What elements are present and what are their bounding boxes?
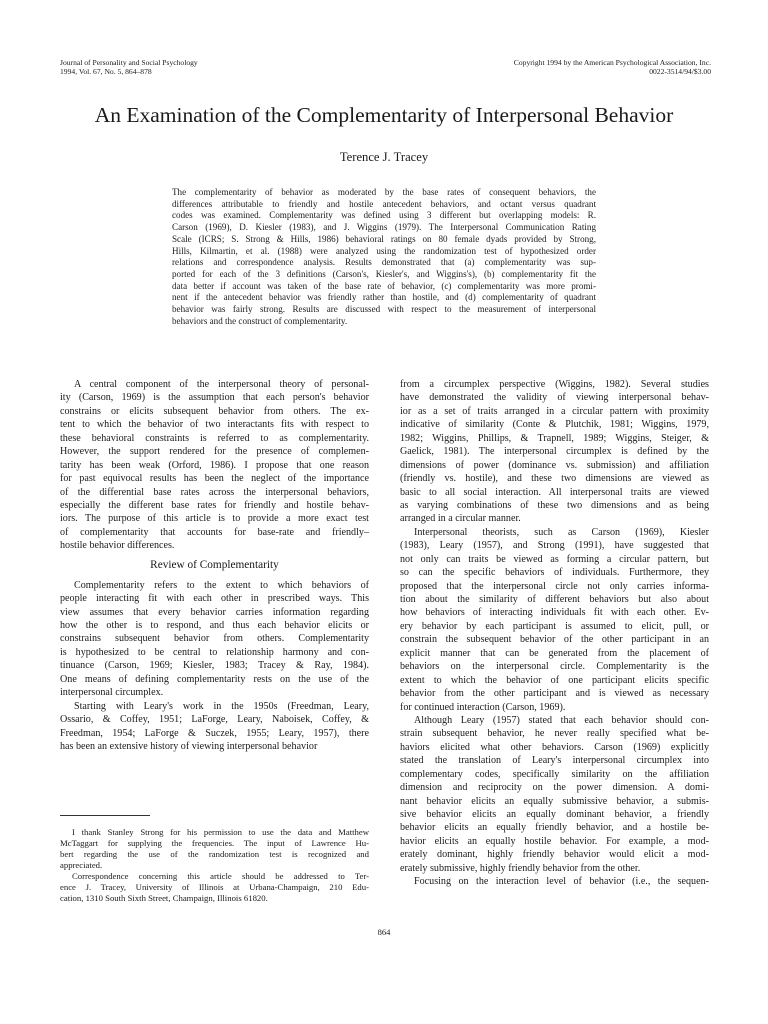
footnote-line: I thank Stanley Strong for his permission to use the data and Matthew: [72, 827, 369, 838]
body-line: how the other is to respond, and thus each behavior elicits or: [60, 620, 369, 631]
body-line: dimension and reciprocity on the power dimension. A domi-: [400, 782, 709, 794]
abstract-line: nent if the antecedent behavior was friendly rather than hostile, and (d) complementarity of quadrant: [172, 292, 596, 303]
body-line: of complementarity that accounts for base-rate and friendly–: [60, 526, 369, 538]
body-line: behavior from the other participant and is viewed as necessary: [400, 688, 709, 700]
footnote-line: ence J. Tracey, University of Illinois at Urbana-Champaign, 210 Edu-: [60, 882, 369, 893]
body-line: has been an extensive history of viewing interpersonal behavior: [60, 740, 318, 752]
body-line: tent to which the behavior of two interactants fits with respect to: [60, 419, 369, 431]
body-line: interpersonal circumplex.: [60, 687, 164, 699]
body-line: constrains or elicits subsequent behavior from others. The ex-: [60, 405, 369, 417]
body-line: Although Leary (1957) stated that each behavior should con-: [414, 714, 709, 726]
journal-citation: [60, 59, 198, 76]
body-line: arranged in a circular manner.: [400, 513, 521, 525]
body-line: people interacting fit with each other in prescribed ways. This: [60, 593, 369, 605]
journal-volume: 1994, Vol. 67, No. 5, 864–878: [60, 66, 152, 76]
body-line: basic to all social interaction. All interpersonal traits are viewed: [400, 486, 709, 498]
body-line: dimensions of power (dominance vs. submission) and affiliation: [400, 459, 709, 471]
body-line: iors. The purpose of this article is to provide a more exact test: [60, 513, 369, 525]
body-line: constrains subsequent behavior from others. Complementarity: [60, 633, 369, 645]
body-line: explicit manner that can be generated from the placement of: [400, 647, 709, 659]
copyright-notice: [514, 59, 711, 76]
abstract-line: behaviors and the construct of complementarity.: [172, 315, 348, 326]
body-line: tinuance (Carson, 1969; Kiesler, 1983; Tracey & Ray, 1984).: [60, 660, 369, 672]
body-line: as varying combinations of these two dimensions and as being: [400, 499, 709, 511]
abstract-line: ported for each of the 3 definitions (Carson's, Kiesler's, and Wiggins's), (b) complementarity fit the: [172, 268, 596, 279]
body-line: indicative of similarity (Conte & Plutchik, 1981; Wiggins, 1979,: [400, 419, 709, 431]
body-line: One means of defining complementarity rests on the use of the: [60, 673, 369, 685]
right-column: [400, 378, 709, 889]
abstract-line: The complementarity of behavior as moderated by the base rates of consequent behaviors, the: [172, 187, 596, 197]
body-line: from a circumplex perspective (Wiggins, 1982). Several studies: [400, 379, 709, 390]
footnote-line: McTaggart for supplying the frequencies. The input of Lawrence Hu-: [60, 838, 369, 849]
footnotes: [60, 827, 369, 904]
body-line: so can the specific behaviors of individuals. Furthermore, they: [400, 567, 709, 579]
footnote-line: appreciated.: [60, 860, 103, 871]
body-line: behaviors on the interpersonal circle. Complementarity is the: [400, 661, 709, 673]
body-line: Ossario, & Coffey, 1951; LaForge, Leary, Naboisek, Coffey, &: [60, 714, 369, 726]
body-line: However, the support rendered for the presence of complemen-: [60, 446, 369, 458]
abstract-line: differences attributable to friendly and hostile antecedent behaviors, and octant versus quadrant: [172, 198, 596, 209]
body-line: (friendly vs. hostile), and these two dimensions are viewed as: [400, 473, 709, 485]
body-line: not only can traits be viewed as forming a circular pattern, but: [400, 553, 709, 565]
body-line: Interpersonal theorists, such as Carson (1969), Kiesler: [414, 526, 709, 538]
abstract-line: behavior was fairly strong. Results are discussed with respect to the measurement of interpersonal: [172, 304, 596, 315]
body-line: sive behavior elicits an equally dominant behavior, a friendly: [400, 809, 709, 820]
body-line: erately submissive, highly friendly behavior from the other.: [400, 862, 641, 874]
body-line: constrain the subsequent behavior of the other participant in an: [400, 634, 709, 646]
footnote-line: cation, 1310 South Sixth Street, Champaign, Illinois 61820.: [60, 893, 268, 904]
body-line: A central component of the interpersonal theory of personal-: [74, 379, 369, 390]
body-line: of the differential base rates across the interpersonal behaviors,: [60, 486, 369, 498]
body-line: tion about the similarity of different behaviors but also about: [400, 594, 709, 605]
body-line: strain subsequent behavior, he never really specified what be-: [400, 728, 709, 740]
abstract-line: Carson (1969), D. Kiesler (1983), and J. Wiggins (1979). The Interpersonal Communication Rating: [172, 222, 596, 233]
abstract-line: Scale (ICRS; S. Strong & Hills, 1986) behavioral ratings on 80 female dyads provided by Strong,: [172, 233, 596, 244]
body-line: Complementarity refers to the extent to which behaviors of: [74, 579, 369, 591]
body-line: behavior elicits an equally friendly behavior, and a hostile be-: [400, 822, 709, 834]
body-line: complementary codes, specifically similarity on the affiliation: [400, 768, 709, 780]
footnote-separator: [60, 753, 369, 827]
body-line: stated the translation of Leary's interpersonal circumplex into: [400, 755, 709, 767]
body-line: especially the different base rates for friendly and hostile behav-: [60, 499, 369, 511]
body-line: is hypothesized to be central to relationship harmony and con-: [60, 646, 369, 658]
body-line: (1983), Leary (1957), and Strong (1991), have suggested that: [400, 540, 709, 552]
body-line: have demonstrated the validity of viewing interpersonal behav-: [400, 392, 709, 404]
abstract-line: codes was examined. Complementarity was defined using 3 different but overlapping models: R.: [172, 210, 596, 221]
copyright-line: Copyright 1994 by the American Psychological Association, Inc.: [513, 58, 711, 67]
body-line: havior elicits an equally hostile behavior. For example, a mod-: [400, 835, 709, 847]
body-line: for past equivocal results has been the neglect of the importance: [60, 473, 369, 485]
body-line: 1982; Wiggins, Phillips, & Trapnell, 1989; Wiggins, Steiger, &: [400, 432, 709, 444]
body-line: proposed that the interpersonal circle not only carries informa-: [400, 580, 709, 592]
author-name: Terence J. Tracey: [339, 150, 429, 164]
journal-name: Journal of Personality and Social Psychology: [60, 58, 198, 67]
body-line: tarity has been weak (Orford, 1986). I propose that one reason: [60, 459, 369, 471]
body-line: erately dominant, highly friendly behavior would elicit a mod-: [400, 849, 709, 861]
body-line: these behavioral constraints is referred to as complementarity.: [60, 432, 369, 444]
section-heading: Review of Complementarity: [150, 558, 279, 571]
page-number: 864: [377, 927, 391, 937]
footnote-line: bert regarding the use of the randomization test is recognized and: [60, 849, 369, 860]
body-line: Freedman, 1954; LaForge & Suczek, 1955; Leary, 1957), there: [60, 727, 369, 739]
body-line: Starting with Leary's work in the 1950s (Freedman, Leary,: [74, 700, 369, 712]
issn-line: 0022-3514/94/$3.00: [649, 66, 711, 76]
body-line: extent to which the behavior of one participant elicits specific: [400, 674, 709, 686]
body-line: ior as a set of traits arranged in a circular pattern with proximity: [400, 405, 709, 417]
abstract-line: Hills, Kilmartin, et al. (1988) were analyzed using the randomization test of hypothesized order: [172, 245, 596, 256]
footnote-line: Correspondence concerning this article should be addressed to Ter-: [72, 871, 369, 882]
abstract-line: data better if account was taken of the base rate of behavior, (c) complementarity was more promi-: [172, 280, 596, 291]
footnote-rule: [60, 815, 150, 816]
left-column: [60, 378, 369, 904]
body-line: Focusing on the interaction level of behavior (i.e., the sequen-: [414, 876, 709, 888]
body-line: Gaelick, 1981). The interpersonal circumplex is defined by the: [400, 446, 709, 458]
body-line: ity (Carson, 1969) is the assumption that each person's behavior: [60, 392, 369, 404]
body-line: hostile behavior differences.: [60, 540, 175, 552]
abstract: [172, 187, 596, 327]
body-line: view assumes that every behavior carries information regarding: [60, 606, 369, 618]
body-line: ery behavior by each participant is assumed to elicit, pull, or: [400, 620, 709, 632]
body-line: nant behavior elicits an equally submissive behavior, a submis-: [400, 795, 709, 807]
body-line: haviors elicited what other behaviors. Carson (1969) explicitly: [400, 741, 709, 753]
article-title: An Examination of the Complementarity of Interpersonal Behavior: [94, 103, 674, 127]
body-line: how behaviors of interacting individuals fit with each other. Ev-: [400, 607, 709, 619]
abstract-line: relations and correspondence analysis. Results demonstrated that (a) complementarity was sup-: [172, 257, 596, 268]
body-line: for continued interaction (Carson, 1969).: [400, 701, 566, 713]
